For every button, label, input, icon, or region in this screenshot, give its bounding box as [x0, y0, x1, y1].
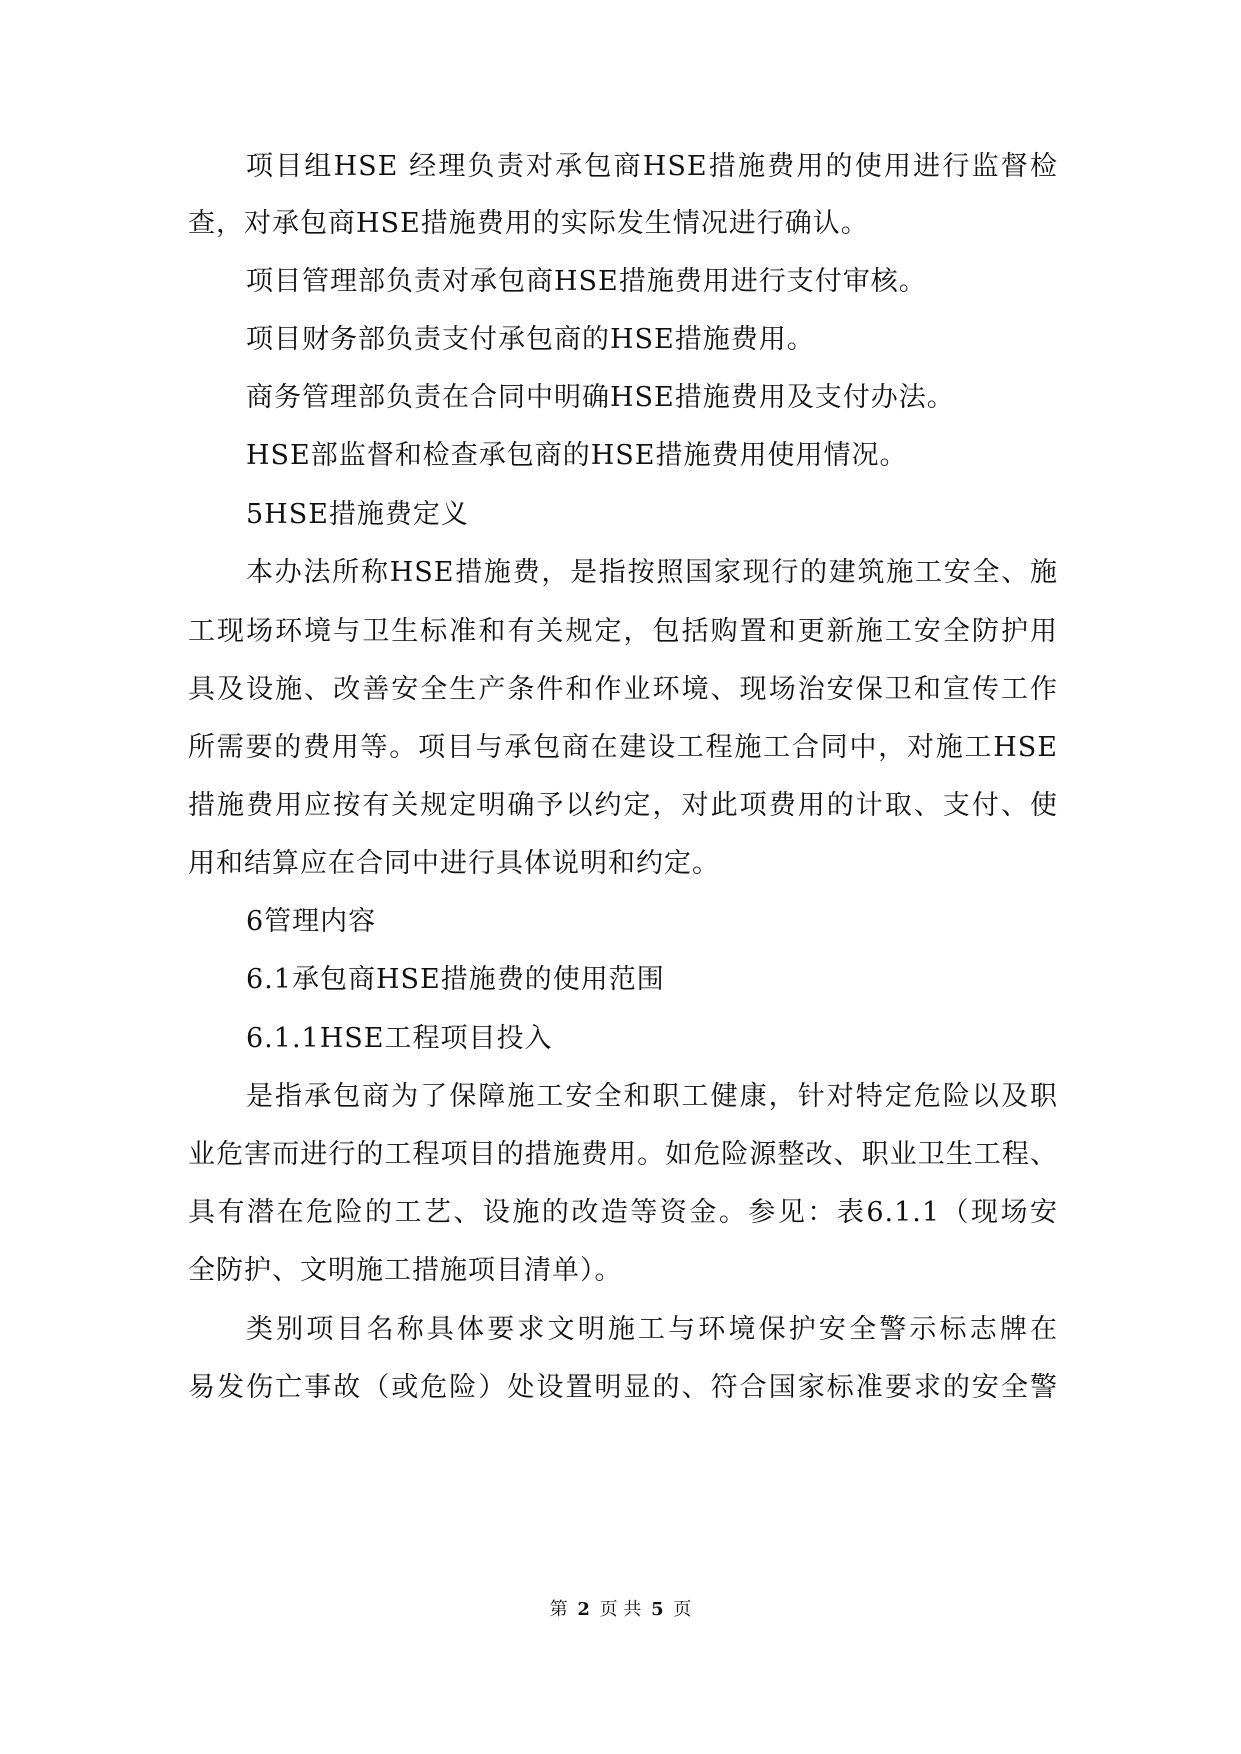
- paragraph-line: 项目财务部负责支付承包商的HSE措施费用。: [246, 324, 815, 355]
- section-heading: 5HSE措施费定义: [246, 499, 469, 530]
- page-footer: [0, 1598, 1241, 1622]
- paragraph-line: 本办法所称HSE措施费，是指按照国家现行的建筑施工安全、施: [246, 557, 1058, 588]
- paragraph-line: HSE部监督和检查承包商的HSE措施费用使用情况。: [246, 440, 908, 471]
- paragraph-line: 具有潜在危险的工艺、设施的改造等资金。参见：表6.1.1（现场安: [188, 1197, 1058, 1228]
- section-heading: 6.1承包商HSE措施费的使用范围: [246, 964, 665, 995]
- paragraph-line: 项目组HSE 经理负责对承包商HSE措施费用的使用进行监督检: [246, 151, 1058, 182]
- paragraph-line: 所需要的费用等。项目与承包商在建设工程施工合同中，对施工HSE: [188, 732, 1058, 763]
- paragraph-line: 业危害而进行的工程项目的措施费用。如危险源整改、职业卫生工程、: [188, 1139, 1058, 1170]
- footer-page-number: 2: [577, 1599, 590, 1620]
- paragraph-line: 易发伤亡事故（或危险）处设置明显的、符合国家标准要求的安全警: [188, 1372, 1058, 1403]
- paragraph-line: 全防护、文明施工措施项目清单）。: [188, 1255, 623, 1286]
- paragraph-line: 是指承包商为了保障施工安全和职工健康，针对特定危险以及职: [246, 1081, 1058, 1112]
- footer-total-pages: 5: [651, 1599, 664, 1620]
- paragraph-line: 查，对承包商HSE措施费用的实际发生情况进行确认。: [188, 208, 869, 239]
- paragraph-line: 工现场环境与卫生标准和有关规定，包括购置和更新施工安全防护用: [188, 616, 1058, 647]
- paragraph-line: 具及设施、改善安全生产条件和作业环境、现场治安保卫和宣传工作: [188, 674, 1058, 705]
- footer-suffix: 页: [673, 1599, 692, 1620]
- section-heading: 6.1.1HSE工程项目投入: [246, 1023, 553, 1054]
- paragraph-line: 商务管理部负责在合同中明确HSE措施费用及支付办法。: [246, 382, 955, 413]
- paragraph-line: 项目管理部负责对承包商HSE措施费用进行支付审核。: [246, 266, 927, 297]
- paragraph-line: 措施费用应按有关规定明确予以约定，对此项费用的计取、支付、使: [188, 790, 1058, 821]
- footer-middle: 页 共: [599, 1599, 642, 1620]
- section-heading: 6管理内容: [246, 906, 377, 937]
- paragraph-line: 用和结算应在合同中进行具体说明和约定。: [188, 848, 720, 879]
- paragraph-line: 类别项目名称具体要求文明施工与环境保护安全警示标志牌在: [246, 1314, 1058, 1345]
- footer-prefix: 第: [549, 1599, 568, 1620]
